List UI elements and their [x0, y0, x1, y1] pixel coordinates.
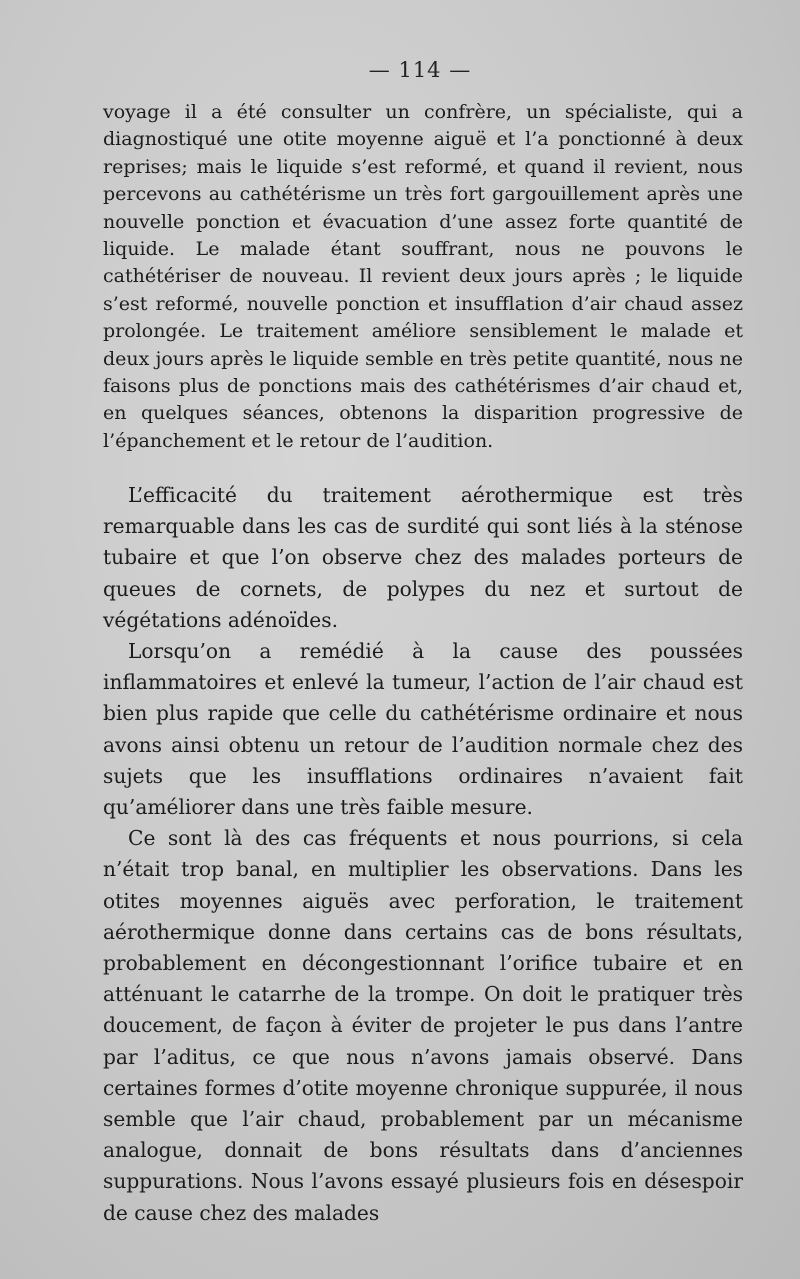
paragraph: voyage il a été consulter un confrère, un spécialiste, qui a diagnostiqué une otite moyenne aiguë et l’a ponctionné à deux reprises; mais le liquide s’est reformé, et quand il revient, nous percevons au cathétérisme un très fort gargouillement après une nouvelle ponction et évacuation d’une assez forte quantité de liquide. Le malade étant souffrant, nous ne pouvons le cathétériser de nouveau. Il revient deux jours après ; le liquide s’est reformé, nouvelle ponction et insufflation d’air chaud assez prolongée. Le traitement améliore sensiblement le malade et deux jours après le liquide semble en très petite quantité, nous ne faisons plus de ponctions mais des cathétérismes d’air chaud et, en quelques séances, obtenons la disparition progressive de l’épanchement et le retour de l’audition. [103, 101, 743, 452]
paragraph: Ce sont là des cas fréquents et nous pourrions, si cela n’était trop banal, en multiplier les observations. Dans les otites moyennes aiguës avec perforation, le traitement aérothermique donne dans certains cas de bons résultats, probablement en décongestionnant l’orifice tubaire et en atténuant le catarrhe de la trompe. On doit le pratiquer très doucement, de façon à éviter de projeter le pus dans l’antre par l’aditus, ce que nous n’avons jamais observé. Dans certaines formes d’otite moyenne chronique suppurée, il nous semble que l’air chaud, probablement par un mécanisme analogue, donnait de bons résultats dans d’anciennes suppurations. Nous l’avons essayé plusieurs fois en désespoir de cause chez des malades [103, 826, 743, 1225]
paragraph: Lorsqu’on a remédié à la cause des poussées inflammatoires et enlevé la tumeur, l’action de l’air chaud est bien plus rapide que celle du cathétérisme ordinaire et nous avons ainsi obtenu un retour de l’audition normale chez des sujets que les insufflations ordinaires n’avaient fait qu’améliorer dans une très faible mesure. [103, 639, 743, 820]
paragraph: L’efficacité du traitement aérothermique est très remarquable dans les cas de surdité qui sont liés à la sténose tubaire et que l’on observe chez des malades porteurs de queues de cornets, de polypes du nez et surtout de végétations adénoïdes. [103, 483, 743, 632]
page-number: — 114 — [368, 58, 472, 82]
discussion-text [103, 480, 743, 1229]
case-report-text [103, 99, 743, 455]
